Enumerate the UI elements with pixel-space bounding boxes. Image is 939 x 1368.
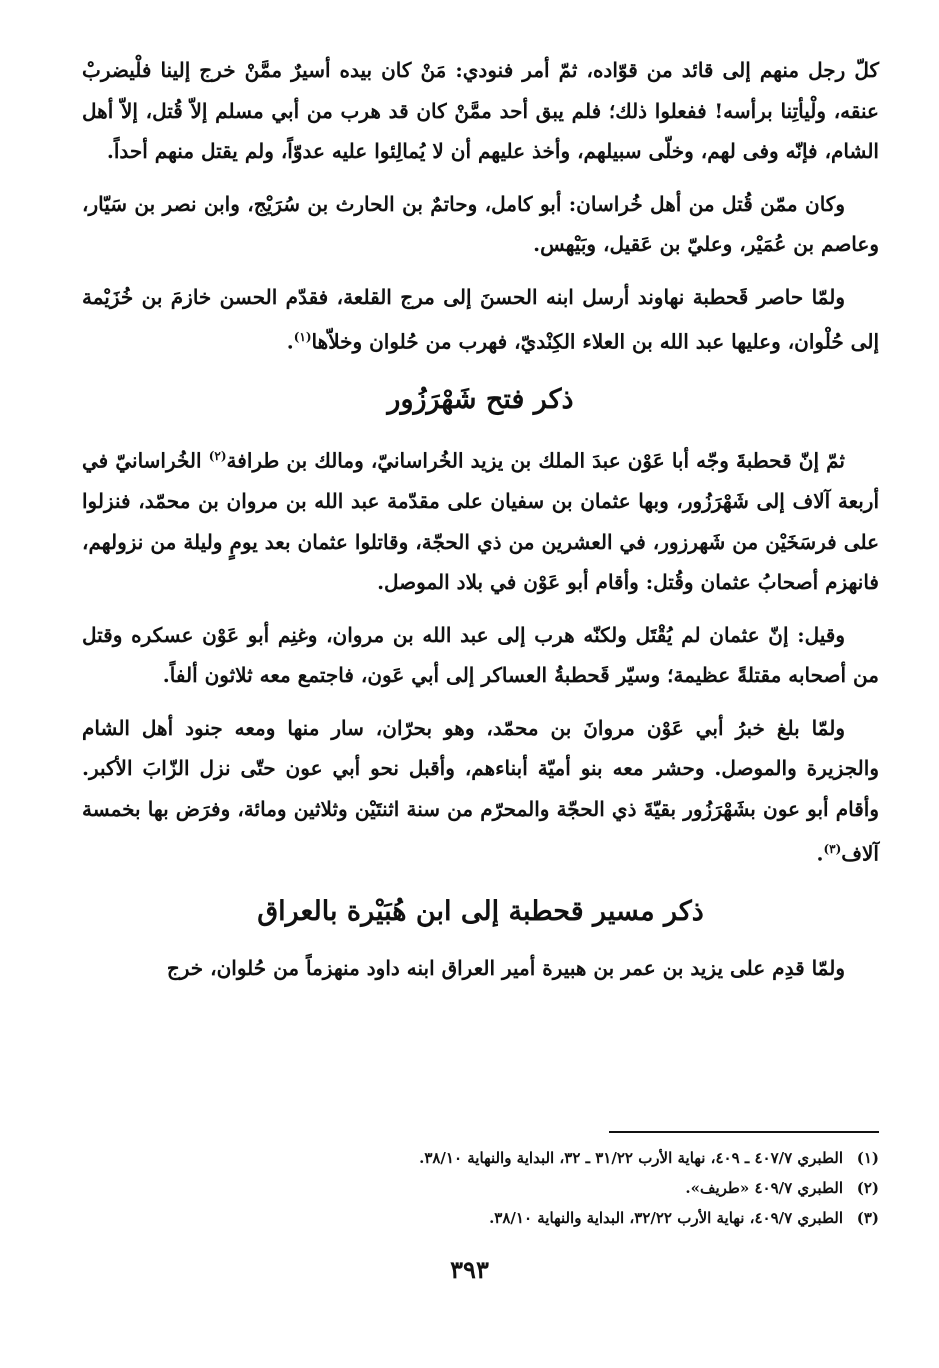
footnote-number: (١) [856, 1149, 879, 1167]
paragraph [82, 615, 879, 696]
footnotes [82, 1131, 879, 1233]
paragraph-text: وكان ممّن قُتل من أهل خُراسان: أبو كامل، وحاتمٌ بن الحارث بن سُرَيْج، وابن نصر بن سَيّار، وعاصم بن عُمَيْر، وعليّ بن عَقيل، وبَيْهس. [82, 191, 879, 256]
page-number: ٣٩٣ [450, 1255, 489, 1284]
footnote-text: الطبري ٤٠٩/٧ «طريف». [685, 1179, 843, 1197]
paragraph [82, 948, 879, 989]
paragraph-text: ولمّا حاصر قَحطبة نهاوند أرسل ابنه الحسنَ إلى مرج القلعة، فقدّم الحسن خازمَ بن خُزَيْمة إلى حُلْوان، وعليها عبد الله بن العلاء الكِنْديّ، فهرب من حُلوان وخلاّها [82, 284, 879, 354]
paragraph-text: ثمّ إنّ قحطبةَ وجّه أبا عَوْن عبدَ الملك بن يزيد الخُراسانيّ، ومالك بن طرافة [226, 448, 845, 473]
paragraph: ولمّا حاصر قَحطبة نهاوند أرسل ابنه الحسنَ إلى مرج القلعة، فقدّم الحسن خازمَ بن خُزَيْمة إلى حُلْوان، وعليها عبد الله بن العلاء الكِنْديّ، فهرب من حُلوان وخلاّها$^{(١)}$. [82, 284, 879, 354]
section-heading: ذكر مسير قحطبة إلى ابن هُبَيْرة بالعراق [257, 896, 704, 928]
footnote [82, 1203, 879, 1233]
footnote-ref: (٣) [823, 842, 842, 857]
footnote-ref: (٢) [208, 449, 227, 464]
footnote-ref: (١) [293, 330, 312, 344]
footnote-text: الطبري ٤٠٧/٧ ـ ٤٠٩، نهاية الأرب ٣١/٢٢ ـ ٣٢، البداية والنهاية ٣٨/١٠. [419, 1149, 843, 1167]
paragraph-text: وقيل: إنّ عثمان لم يُقْتَل ولكنّه هرب إلى عبد الله بن مروان، وغنِم أبو عَوْن عسكره وقتل من أصحابه مقتلةً عظيمة؛ وسيّر قَحطبةُ العساكر إلى أبي عَون، فاجتمع معه ثلاثون ألفاً. [82, 622, 879, 688]
main-text [82, 50, 879, 989]
footnote [82, 1173, 879, 1203]
footnote-text: الطبري ٤٠٩/٧، نهاية الأرب ٣٢/٢٢، البداية والنهاية ٣٨/١٠. [489, 1209, 843, 1227]
footnote-divider [609, 1131, 879, 1133]
paragraph-text: كلّ رجل منهم إلى قائد من قوّاده، ثمّ أمر فنودي: مَنْ كان بيده أسيرٌ ممَّنْ خرج إلينا فلْيضربْ عنقه، ولْيأتِنا برأسه! ففعلوا ذلك؛ فلم يبق أحد ممَّنْ كان قد هرب من أبي مسلم إلاّ قُتل، إلاّ أهل الشام، فإنّه وفى لهم، وخلّى سبيلهم، وأخذ عليهم أن لا يُمالِئوا عليه عدوّاً، ولم يقتل منهم أحداً. [82, 58, 879, 163]
section-heading: ذكر فتح شَهْرَزُور [387, 384, 574, 416]
footnote-number: (٣) [856, 1209, 879, 1227]
footnote-number: (٢) [856, 1179, 879, 1197]
paragraph [82, 436, 879, 603]
paragraph-text: ولمّا بلغ خبرُ أبي عَوْن مروانَ بن محمّد، وهو بحرّان، سار منها ومعه جنود أهل الشام والجزيرة والموصل. وحشر معه بنو أميّة أبناءهم، وأقبل نحو أبي عون حتّى نزل الزّابَ الأكبر. وأقام أبو عون بشَهْرَزُور بقيّةَ ذي الحجّة والمحرّم من سنة اثنتَيْن وثلاثين ومائة، وفرَض بها بخمسة آلاف [82, 715, 879, 866]
paragraph [82, 184, 879, 265]
paragraph: ولمّا بلغ خبرُ أبي عَوْن مروانَ بن محمّد، وهو بحرّان، سار منها ومعه جنود أهل الشام والجزيرة والموصل. وحشر معه بنو أميّة أبناءهم، وأقبل نحو أبي عون حتّى نزل الزّابَ الأكبر. وأقام أبو عون بشَهْرَزُور بقيّةَ ذي الحجّة والمحرّم من سنة اثنتَيْن وثلاثين ومائة، وفرَض بها بخمسة آلاف$^{(٣)}$. [82, 715, 879, 866]
paragraph [82, 50, 879, 172]
footnote [82, 1143, 879, 1173]
paragraph-text: ولمّا قدِم على يزيد بن عمر بن هبيرة أمير العراق ابنه داود منهزماً من حُلوان، خرج [166, 956, 845, 981]
paragraph-text: الخُراسانيّ في أربعة آلاف إلى شَهْرَزُور، وبها عثمان بن سفيان على مقدّمة عبد الله بن مروان بن محمّد، فنزلوا على فرسَخَيْن من شَهرزور، في العشرين من ذي الحجّة، وقاتلوا عثمان بعد يومٍ وليلة من نزولهم، فانهزم أصحابُ عثمان وقُتل: وأقام أبو عَوْن في بلاد الموصل. [82, 448, 879, 595]
